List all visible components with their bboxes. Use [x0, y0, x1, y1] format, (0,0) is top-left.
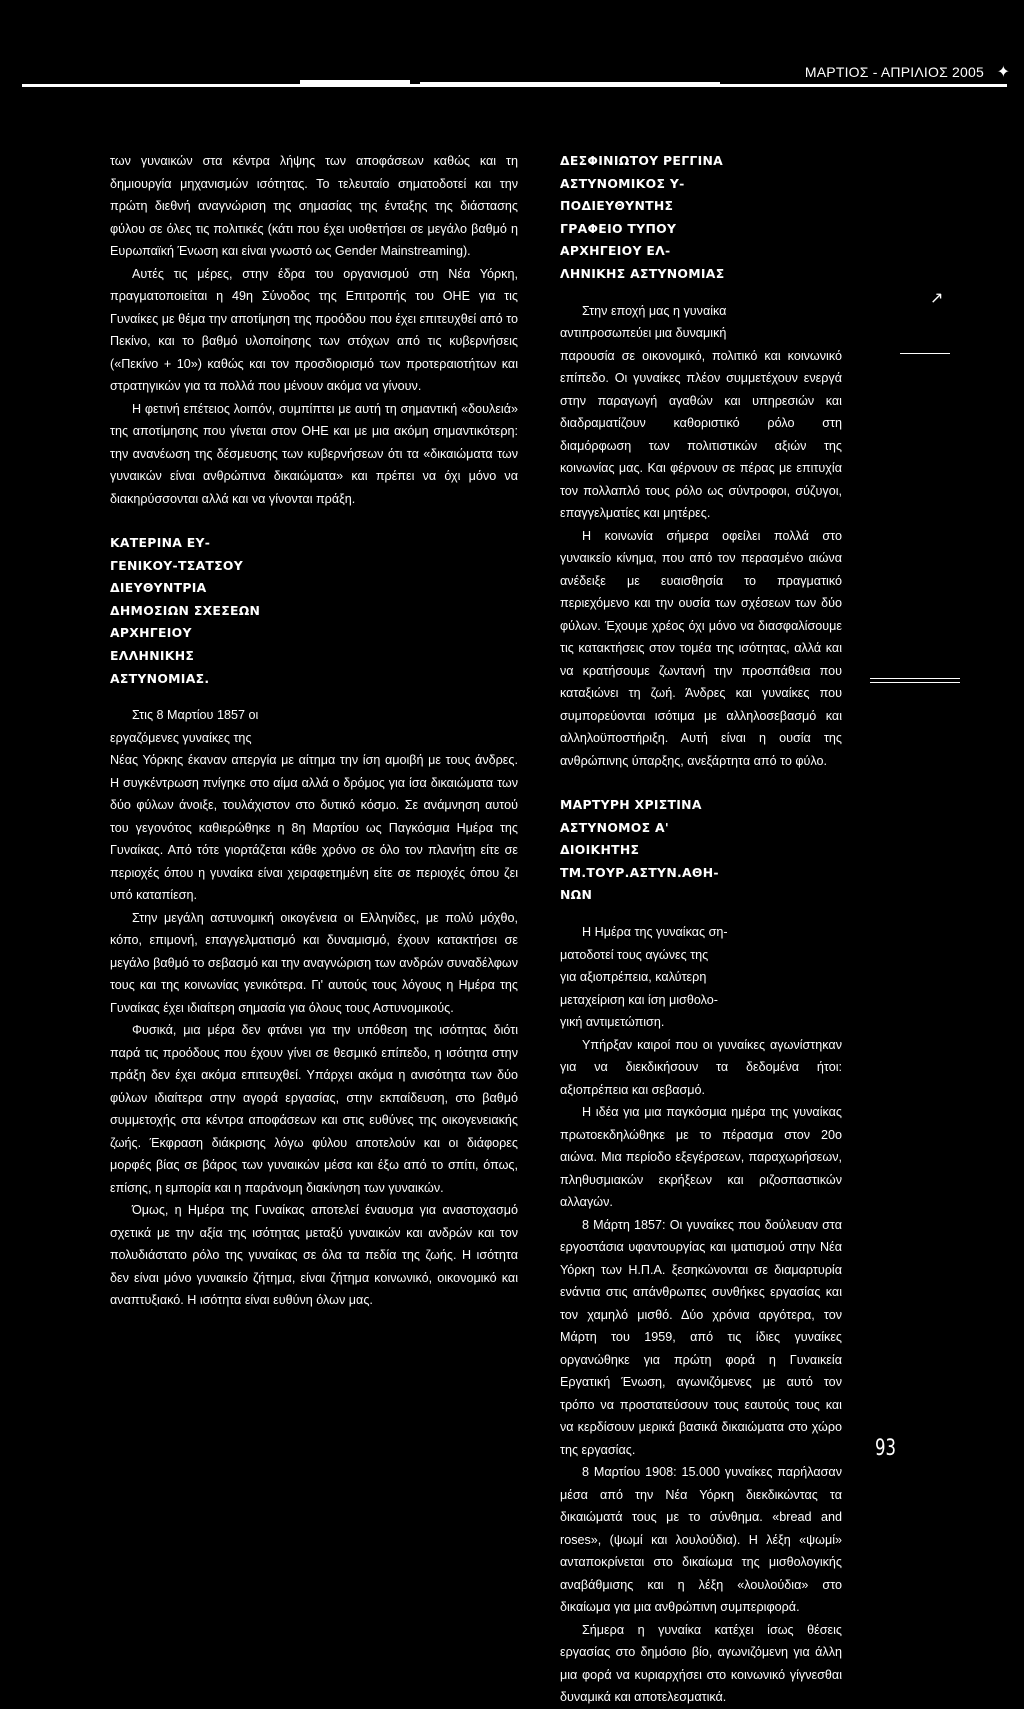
- decorative-rule: [900, 353, 950, 354]
- intro-line: μεταχείριση και ίση μισθολο-: [560, 992, 718, 1007]
- author-line: ΚΑΤΕΡΙΝΑ ΕΥ-: [110, 535, 211, 550]
- left-column: [110, 150, 518, 1312]
- author-line: ΛΗΝΙΚΗΣ ΑΣΤΥΝΟΜΙΑΣ: [560, 265, 725, 281]
- author-block-katerina: [110, 532, 518, 690]
- pen-mark-icon: ↗: [930, 290, 944, 307]
- author-line: ΔΙΟΙΚΗΤΗΣ: [560, 842, 640, 858]
- intro-line: Στις 8 Μαρτίου 1857 οι: [132, 708, 259, 723]
- intro-line: γική αντιμετώπιση.: [560, 1015, 665, 1030]
- author-line: ΑΣΤΥΝΟΜΙΑΣ.: [110, 670, 210, 686]
- left-paragraph: Νέας Υόρκης έκαναν απεργία με αίτημα την ίση αμοιβή με τους άνδρες. Η συγκέντρωση πνίγηκε στο αίμα αλλά ο δρόμος για ίσα δικαιώματα των δύο φύλων άνοιξε, τουλάχιστον στο δυτικό κόσμο. Σε ανάμνηση αυτού του γεγονότος καθιερώθηκε η 8η Μαρτίου ως Παγκόσμια Ημέρα της Γυναίκας. Από τότε γιορτάζεται κάθε χρόνο σε όλο τον πλανήτη είτε σε περιοχές όπου η γυναίκα είναι χειραφετημένη είτε σε περιοχές όπου ζει υπό καταπίεση.: [110, 753, 518, 903]
- author-line: ΔΗΜΟΣΙΩΝ ΣΧΕΣΕΩΝ: [110, 602, 261, 618]
- right-paragraph: 8 Μαρτίου 1908: 15.000 γυναίκες παρήλασαν μέσα από την Νέα Υόρκη διεκδικώντας τα δικαιώματά τους με το σύνθημα. «bread and roses», (ψωμί και λουλούδια). Η λέξη «ψωμί» ανταποκρίνεται στο δικαίωμα της μισθολογικής αναβάθμισης και η λέξη «λουλούδια» στο δικαίωμα για μια ανθρώπινη συμπεριφορά.: [560, 1465, 842, 1615]
- left-paragraph: Η φετινή επέτειος λοιπόν, συμπίπτει με αυτή τη σημαντική «δουλειά» της αποτίμησης που γίνεται στον ΟΗΕ και με μια ακόμη σημαντικότερη: την ανανέωση της δέσμευσης των κυβερνήσεων ότι τα «δικαιώματα των γυναικών είναι ανθρώπινα δικαιώματα» και πρέπει να όχι μόνο να διακηρύσσονται αλλά και να γίνονται πράξη.: [110, 401, 518, 506]
- author-line: ΑΡΧΗΓΕΙΟΥ: [110, 625, 192, 641]
- right-paragraph: 8 Μάρτη 1857: Οι γυναίκες που δούλευαν στα εργοστάσια υφαντουργίας και ιματισμού στην Νέα Υόρκη των Η.Π.Α. ξεσηκώνονται σε διαμαρτυρία ενάντια στις απάνθρωπες συνθήκες εργασίας και τον χαμηλό μισθό. Δύο χρόνια αργότερα, τον Μάρτη του 1959, από τις ίδιες γυναίκες οργανώθηκε για πρώτη φορά η Γυναικεία Εργατική Ένωση, αγωνιζόμενες με αυτό τον τρόπο να προστατεύσουν τους εαυτούς τους και να κερδίσουν μερικά βασικά δικαιώματα στο χώρο της εργασίας.: [560, 1217, 842, 1457]
- author-block-desfiniotou: [560, 150, 842, 286]
- decorative-rule: [870, 678, 960, 679]
- author-block-martyri: [560, 794, 842, 907]
- author-line: ΔΙΕΥΘΥΝΤΡΙΑ: [110, 580, 207, 596]
- author-line: ΠΟΔΙΕΥΘΥΝΤΗΣ: [560, 198, 674, 214]
- corner-logo-icon: ✦: [996, 64, 1010, 81]
- author-line: ΓΕΝΙΚΟΥ-ΤΣΑΤΣΟΥ: [110, 557, 244, 573]
- intro-line: αντιπροσωπεύει μια δυναμική: [560, 326, 727, 341]
- right-paragraph: Υπήρξαν καιροί που οι γυναίκες αγωνίστηκαν για να διεκδικήσουν τα δεδομένα ήτοι: αξιοπρέπεια και σεβασμό.: [560, 1037, 842, 1097]
- header-rule-accent: [420, 82, 720, 84]
- right-paragraph: Η ιδέα για μια παγκόσμια ημέρα της γυναίκας πρωτοεκδηλώθηκε με το πέρασμα στον 20ο αιώνα. Μια περίοδο εξεγέρσεων, παραχωρήσεων, πληθυσμιακών εκρήξεων και ριζοσπαστικών αλλαγών.: [560, 1105, 842, 1210]
- author-line: ΑΡΧΗΓΕΙΟΥ ΕΛ-: [560, 243, 671, 259]
- author-line: ΔΕΣΦΙΝΙΩΤΟΥ ΡΕΓΓΙΝΑ: [560, 153, 724, 168]
- author-line: ΑΣΤΥΝΟΜΟΣ Α': [560, 819, 670, 835]
- left-paragraph: Όμως, η Ημέρα της Γυναίκας αποτελεί έναυσμα για αναστοχασμό σχετικά με την αξία της ισότητας μεταξύ γυναικών και ανδρών και τον πολυδιάστατο ρόλο της γυναίκας σε όλα τα πεδία της ζωής. Η ισότητα δεν είναι μόνο γυναικείο ζήτημα, είναι ζήτημα κοινωνικό, οικονομικό και αναπτυξιακό. Η ισότητα είναι ευθύνη όλων μας.: [110, 1203, 518, 1308]
- right-paragraph: παρουσία σε οικονομικό, πολιτικό και κοινωνικό επίπεδο. Οι γυναίκες πλέον συμμετέχουν ενεργά στην παραγωγή αγαθών και υπηρεσιών και διαδραματίζουν καθοριστικό ρόλο στη διαμόρφωση των πολιτιστικών αξιών της κοινωνίας μας. Και φέρνουν σε πέρας με επιτυχία τον πολλαπλό τους ρόλο ως σύντροφοι, σύζυγοι, επαγγελματίες και μητέρες.: [560, 348, 842, 521]
- left-paragraph: Φυσικά, μια μέρα δεν φτάνει για την υπόθεση της ισότητας διότι παρά τις προόδους που έχουν γίνει σε θεσμικό επίπεδο, η ισότητα στην πράξη δεν έχει ακόμα επιτευχθεί. Υπάρχει ακόμα η ανισότητα των δύο φύλων ιδιαίτερα στην αγορά εργασίας, στην εκπαίδευση, στο βαθμό συμμετοχής στα κέντρα αποφάσεων και στις ευθύνες της οικογενειακής ζωής. Έκφραση διάκρισης λόγω φύλου αποτελούν και οι διάφορες μορφές βίας σε βάρος των γυναικών μέσα και έξω από το σπίτι, όπως, επίσης, η εμπορία και η παράνομη διακίνηση των γυναικών.: [110, 1023, 518, 1195]
- decorative-rule: [870, 682, 960, 683]
- author-line: ΓΡΑΦΕΙΟ ΤΥΠΟΥ: [560, 220, 677, 236]
- author-line: ΑΣΤΥΝΟΜΙΚΟΣ Υ-: [560, 175, 685, 191]
- intro-line: ματοδοτεί τους αγώνες της: [560, 947, 709, 962]
- header-rule-accent: [300, 80, 410, 84]
- left-paragraph: Στην μεγάλη αστυνομική οικογένεια οι Ελληνίδες, με πολύ μόχθο, κόπο, επιμονή, επαγγελματισμό και δυναμισμό, έχουν κατακτήσει σε μεγάλο βαθμό το σεβασμό και την αναγνώριση των ανδρών συναδέλφων τους και της κοινωνίας γενικότερα. Γι' αυτούς τους λόγους η Ημέρα της Γυναίκας έχει ιδιαίτερη σημασία για όλους τους Αστυνομικούς.: [110, 910, 518, 1015]
- left-paragraph: των γυναικών στα κέντρα λήψης των αποφάσεων καθώς και τη δημιουργία μηχανισμών ισότητας. Το τελευταίο σηματοδοτεί και την πρώτη διεθνή αναγνώριση της σημασίας της ένταξης της διάστασης φύλου σε όλες τις πολιτικές (κάτι που έχει υιοθετήσει σε μεγάλο βαθμό η Ευρωπαϊκή Ένωση και είναι γνωστό ως Gender Mainstreaming).: [110, 154, 518, 258]
- issue-date-header: ΜΑΡΤΙΟΣ - ΑΠΡΙΛΙΟΣ 2005: [804, 64, 984, 80]
- intro-line: Στην εποχή μας η γυναίκα: [582, 303, 727, 318]
- author-line: ΜΑΡΤΥΡΗ ΧΡΙΣΤΙΝΑ: [560, 797, 702, 813]
- author-line: ΝΩΝ: [560, 887, 593, 903]
- page-number: 93: [875, 1436, 896, 1461]
- right-paragraph: Σήμερα η γυναίκα κατέχει ίσως θέσεις εργασίας στο δημόσιο βίο, αγωνιζόμενη για άλλη μια φορά να κυριαρχήσει στο κοινωνικό γίγνεσθαι δυναμικά και αποτελεσματικά.: [560, 1622, 842, 1705]
- author-line: ΤΜ.ΤΟΥΡ.ΑΣΤΥΝ.ΑΘΗ-: [560, 864, 719, 880]
- intro-line: Η Ημέρα της γυναίκας ση-: [582, 925, 728, 940]
- header-rule: [22, 84, 1007, 87]
- right-paragraph: Η κοινωνία σήμερα οφείλει πολλά στο γυναικείο κίνημα, που από τον περασμένο αιώνα ανέδειξε με ευαισθησία το πραγματικό περιεχόμενο και την ουσία των σχέσεων των δύο φύλων. Έχουμε χρέος όχι μόνο να διασφαλίσουμε τις κατακτήσεις στον τομέα της ισότητας, αλλά και να κρατήσουμε ζωντανή την προσπάθεια που καταξιώνει τη ζωή. Άνδρες και γυναίκες που συμπορεύονται ισότιμα με αλληλοσεβασμό και αλληλοϋποστήριξη. Αυτή είναι η ουσία της ανθρώπινης ύπαρξης, ανεξάρτητα από το φύλο.: [560, 528, 842, 768]
- intro-line: εργαζόμενες γυναίκες της: [110, 730, 252, 745]
- author-line: ΕΛΛΗΝΙΚΗΣ: [110, 647, 195, 663]
- right-column: [560, 150, 842, 1709]
- left-paragraph: Αυτές τις μέρες, στην έδρα του οργανισμού στη Νέα Υόρκη, πραγματοποιείται η 49η Σύνοδος της Επιτροπής του ΟΗΕ για τις Γυναίκες με θέμα την αποτίμηση της προόδου που έχει επιτευχθεί από το Πεκίνο, και το βαθμό υλοποίησης των στόχων από τις κυβερνήσεις («Πεκίνο + 10») καθώς και τον προσδιορισμό των προτεραιοτήτων και στρατηγικών για τα πολλά που μένουν ακόμα να γίνουν.: [110, 266, 518, 393]
- intro-line: για αξιοπρέπεια, καλύτερη: [560, 970, 707, 985]
